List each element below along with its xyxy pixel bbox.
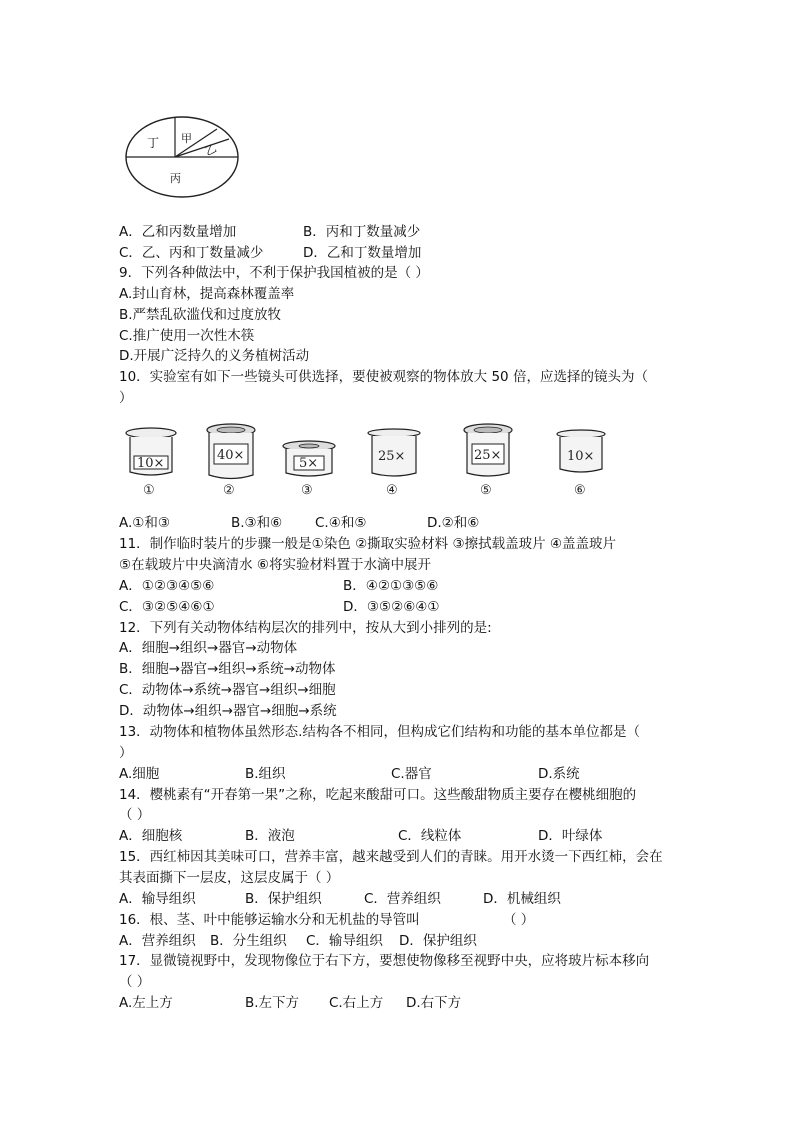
q10-stem-paren: ） <box>119 390 133 406</box>
q12-option-a: A．细胞→组织→器官→动物体 <box>119 640 298 656</box>
q12-stem: 12．下列有关动物体结构层次的排列中，按从大到小排列的是: <box>119 620 492 636</box>
lens-4-number: ④ <box>386 483 398 498</box>
q10-option-a: A.①和③ <box>119 515 170 531</box>
pie-label-bing: 丙 <box>170 172 181 185</box>
lens-6-number: ⑥ <box>574 483 586 498</box>
q14-stem: 14．樱桃素有“开春第一果”之称，吃起来酸甜可口。这些酸甜物质主要存在樱桃细胞的 <box>119 787 637 803</box>
lens-1 <box>126 428 176 498</box>
lens-2-magnification: 40× <box>217 448 245 463</box>
q16-option-c: C．输导组织 <box>306 933 383 949</box>
q17-stem-paren: （ ） <box>119 974 151 990</box>
q14-option-b: B．液泡 <box>245 828 295 844</box>
q8-option-a: A．乙和丙数量增加 <box>119 224 237 240</box>
lens-1-magnification: 10× <box>137 456 165 471</box>
q17-option-b: B.左下方 <box>245 995 300 1011</box>
q9-option-b: B.严禁乱砍滥伐和过度放牧 <box>119 307 282 323</box>
q16-option-d: D．保护组织 <box>399 933 477 949</box>
q8-option-d: D．乙和丁数量增加 <box>303 245 422 261</box>
lens-2-number: ② <box>223 483 235 498</box>
q12-option-c: C．动物体→系统→器官→组织→细胞 <box>119 682 336 698</box>
q10-option-c: C.④和⑤ <box>315 515 367 531</box>
lens-4 <box>368 429 420 498</box>
q9-option-a: A.封山育林，提高森林覆盖率 <box>119 286 295 302</box>
q17-stem: 17．显微镜视野中，发现物像位于右下方，要想使物像移至视野中央，应将玻片标本移向 <box>119 953 650 969</box>
q9-option-d: D.开展广泛持久的义务植树活动 <box>119 348 310 364</box>
q15-option-b: B．保护组织 <box>245 891 322 907</box>
q8-option-c: C．乙、丙和丁数量减少 <box>119 245 264 261</box>
lens-6 <box>557 430 605 498</box>
q9-stem: 9．下列各种做法中，不利于保护我国植被的是（ ） <box>119 265 429 281</box>
q8-option-b: B．丙和丁数量减少 <box>303 224 421 240</box>
q12-option-b: B．细胞→器官→组织→系统→动物体 <box>119 661 336 677</box>
q15-option-d: D．机械组织 <box>483 891 561 907</box>
q15-stem: 15．西红柿因其美味可口，营养丰富，越来越受到人们的青睐。用开水烫一下西红柿，会在 <box>119 849 663 865</box>
q13-option-d: D.系统 <box>538 766 580 782</box>
lens-3-number: ③ <box>301 483 313 498</box>
lens-5-number: ⑤ <box>480 483 492 498</box>
q10-option-d: D.②和⑥ <box>427 515 480 531</box>
q16-option-a: A．营养组织 <box>119 933 196 949</box>
q11-option-c: C．③②⑤④⑥① <box>119 599 215 615</box>
lens-5-magnification: 25× <box>474 448 502 463</box>
lens-4-magnification: 25× <box>378 449 406 464</box>
q11-option-b: B．④②①③⑤⑥ <box>343 578 439 594</box>
pie-label-jia: 甲 <box>181 132 192 145</box>
lens-5 <box>464 424 512 498</box>
q14-stem-paren: （ ） <box>119 807 151 823</box>
q13-option-c: C.器官 <box>391 766 432 782</box>
objective-lenses-figure <box>118 420 608 500</box>
q11-option-a: A．①②③④⑤⑥ <box>119 578 215 594</box>
q14-option-c: C．线粒体 <box>398 828 462 844</box>
q15-stem-line2: 其表面撕下一层皮，这层皮属于（ ） <box>119 870 340 886</box>
food-web-pie-diagram <box>120 112 246 202</box>
q11-option-d: D．③⑤②⑥④① <box>343 599 440 615</box>
q16-stem: 16．根、茎、叶中能够运输水分和无机盐的导管叫 <box>119 912 420 928</box>
q17-option-a: A.左上方 <box>119 995 173 1011</box>
q15-option-a: A．输导组织 <box>119 891 196 907</box>
q17-option-d: D.右下方 <box>406 995 462 1011</box>
q11-stem: 11．制作临时装片的步骤一般是①染色 ②撕取实验材料 ③擦拭载盖玻片 ④盖盖玻片 <box>119 536 616 552</box>
q14-option-d: D．叶绿体 <box>538 828 603 844</box>
q16-answer-paren: （ ） <box>503 912 535 928</box>
pie-label-ding: 丁 <box>147 136 160 150</box>
lens-2 <box>207 424 255 498</box>
pie-label-yi: 乙 <box>202 141 219 159</box>
lens-1-number: ① <box>143 483 155 498</box>
lens-3-magnification: 5× <box>299 456 319 471</box>
q14-option-a: A．细胞核 <box>119 828 183 844</box>
q12-option-d: D．动物体→组织→器官→细胞→系统 <box>119 703 337 719</box>
q11-stem-line2: ⑤在载玻片中央滴清水 ⑥将实验材料置于水滴中展开 <box>119 557 431 573</box>
q10-option-b: B.③和⑥ <box>231 515 283 531</box>
q13-option-b: B.组织 <box>245 766 286 782</box>
q15-option-c: C．营养组织 <box>364 891 441 907</box>
q10-stem: 10．实验室有如下一些镜头可供选择，要使被观察的物体放大 50 倍，应选择的镜头为（ <box>119 369 648 385</box>
q9-option-c: C.推广使用一次性木筷 <box>119 328 255 344</box>
q13-option-a: A.细胞 <box>119 766 160 782</box>
lens-6-magnification: 10× <box>567 449 595 464</box>
q13-stem: 13．动物体和植物体虽然形态.结构各不相同，但构成它们结构和功能的基本单位都是（ <box>119 724 640 740</box>
lens-3 <box>283 441 335 498</box>
q16-option-b: B．分生组织 <box>210 933 287 949</box>
q13-stem-paren: ） <box>119 745 133 761</box>
q17-option-c: C.右上方 <box>329 995 384 1011</box>
